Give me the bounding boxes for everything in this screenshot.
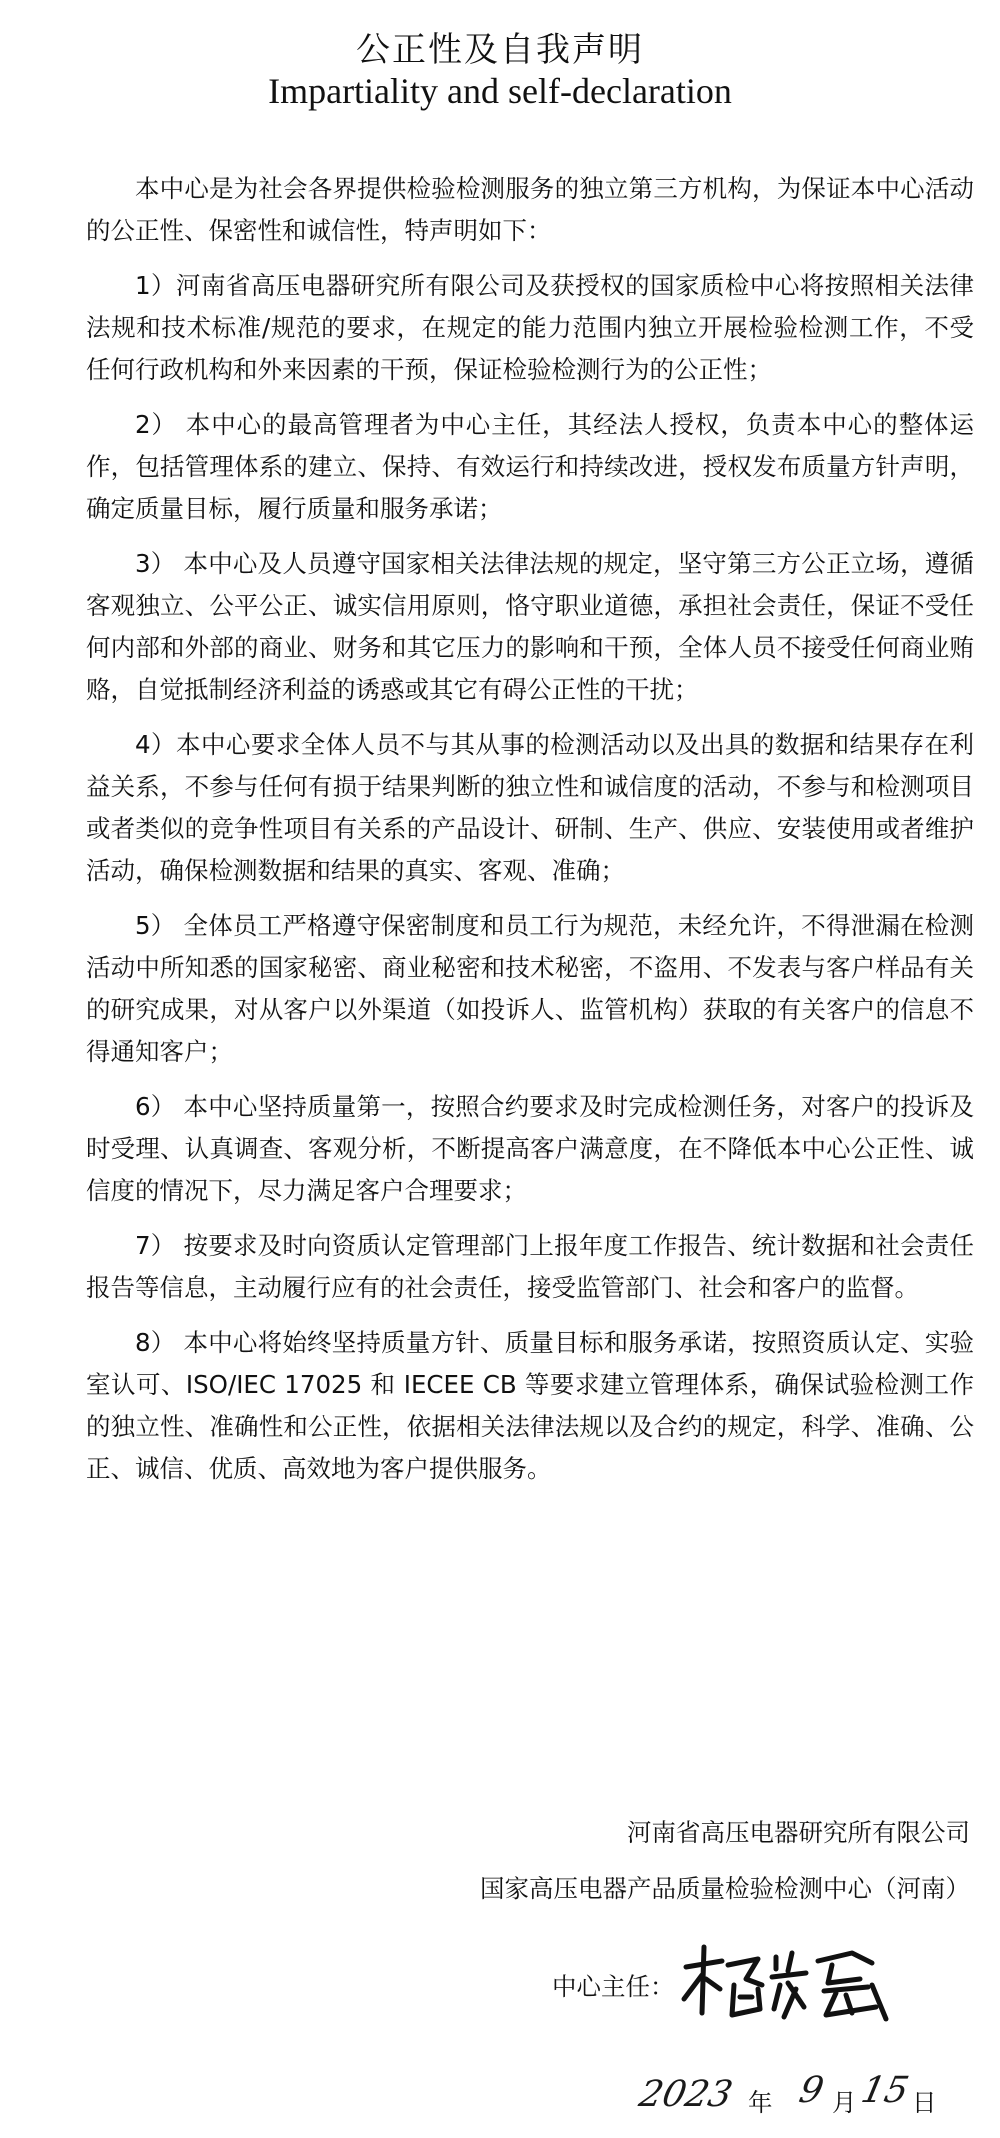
date-year-unit: 年 [748,2088,773,2117]
handwritten-signature [676,1935,916,2025]
declaration-body [86,168,974,1503]
intro-paragraph: 本中心是为社会各界提供检验检测服务的独立第三方机构，为保证本中心活动的公正性、保密性和诚信性，特声明如下： [86,174,974,245]
clause-4: 4）本中心要求全体人员不与其从事的检测活动以及出具的数据和结果存在利益关系，不参与任何有损于结果判断的独立性和诚信度的活动，不参与和检测项目或者类似的竞争性项目有关系的产品设计、研制、生产、供应、安装使用或者维护活动，确保检测数据和结果的真实、客观、准确； [86,730,974,885]
clause-8: 8） 本中心将始终坚持质量方针、质量目标和服务承诺，按照资质认定、实验室认可、ISO/IEC 17025 和 IECEE CB 等要求建立管理体系，确保试验检测工作的独立性、准确性和公正性，依据相关法律法规以及合约的规定，科学、准确、公正、诚信、优质、高效地为客户提供服务。 [86,1328,974,1483]
clause-5: 5） 全体员工严格遵守保密制度和员工行为规范，未经允许，不得泄漏在检测活动中所知悉的国家秘密、商业秘密和技术秘密，不盗用、不发表与客户样品有关的研究成果，对从客户以外渠道（如投诉人、监管机构）获取的有关客户的信息不得通知客户； [86,911,974,1066]
clause-2: 2） 本中心的最高管理者为中心主任，其经法人授权，负责本中心的整体运作，包括管理体系的建立、保持、有效运行和持续改进，授权发布质量方针声明，确定质量目标，履行质量和服务承诺； [86,410,974,523]
clause-6: 6） 本中心坚持质量第一，按照合约要求及时完成检测任务，对客户的投诉及时受理、认真调查、客观分析，不断提高客户满意度，在不降低本中心公正性、诚信度的情况下，尽力满足客户合理要求； [86,1092,974,1205]
signature-date [0,2070,1000,2130]
date-month-unit: 月 [832,2088,857,2117]
director-label: 中心主任： [552,1972,675,2001]
clause-7: 7） 按要求及时向资质认定管理部门上报年度工作报告、统计数据和社会责任报告等信息，主动履行应有的社会责任，接受监管部门、社会和客户的监督。 [86,1231,974,1302]
date-month: 9 [795,2070,828,2111]
clause-3: 3） 本中心及人员遵守国家相关法律法规的规定，坚守第三方公正立场，遵循客观独立、公平公正、诚实信用原则，恪守职业道德，承担社会责任，保证不受任何内部和外部的商业、财务和其它压力的影响和干预，全体人员不接受任何商业贿赂，自觉抵制经济利益的诱惑或其它有碍公正性的干扰； [86,549,974,704]
organization-name: 河南省高压电器研究所有限公司 [627,1818,970,1847]
title-chinese: 公正性及自我声明 [356,30,644,70]
date-day-unit: 日 [912,2088,937,2117]
clause-1: 1）河南省高压电器研究所有限公司及获授权的国家质检中心将按照相关法律法规和技术标准/规范的要求，在规定的能力范围内独立开展检验检测工作，不受任何行政机构和外来因素的干预，保证检验检测行为的公正性； [86,271,974,384]
date-year: 2023 [635,2074,736,2115]
testing-center-name: 国家高压电器产品质量检验检测中心（河南） [480,1874,970,1903]
date-day: 15 [857,2070,913,2111]
title-english: Impartiality and self-declaration [268,71,732,111]
